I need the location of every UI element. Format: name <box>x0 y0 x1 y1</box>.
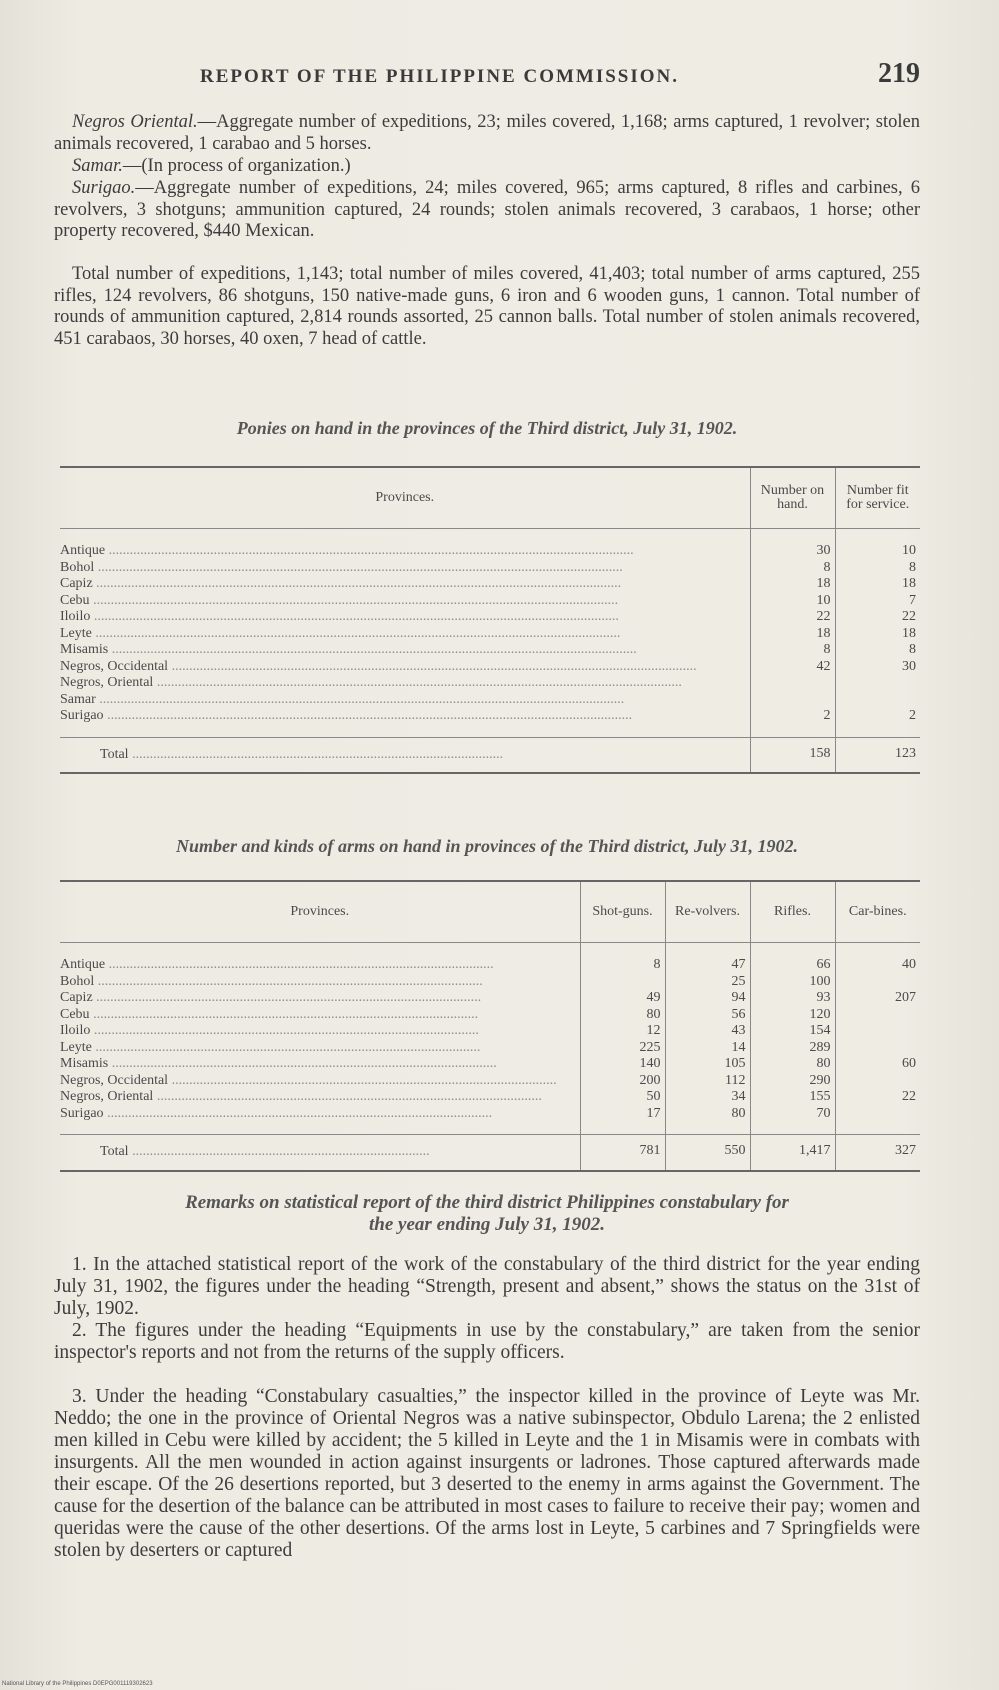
fit-cell <box>835 675 920 692</box>
remarks-paragraph-1: 1. In the attached statistical report of the work of the constabulary of the third district for the year ending July 31, 1902, the figures under the heading “Strength, present and absent,” shows the status on the 31st of July, 1902. <box>54 1254 920 1319</box>
table-row <box>60 1073 920 1090</box>
province-name: Negros, Oriental <box>60 1089 154 1104</box>
province-name: Misamis <box>60 642 109 657</box>
province-name: Surigao <box>60 1105 104 1121</box>
table-row <box>60 675 920 692</box>
rifles-cell: 155 <box>750 1089 835 1106</box>
shotguns-cell: 225 <box>580 1040 665 1057</box>
total-revolvers: 550 <box>665 1135 750 1171</box>
carbines-cell: 22 <box>835 1089 920 1106</box>
paragraph-lead: Samar. <box>72 156 123 176</box>
province-cell <box>60 692 750 709</box>
carbines-cell: 40 <box>835 943 920 974</box>
ponies-table-body <box>60 529 920 738</box>
leader-dots: ...................................................................................................................................................... <box>153 675 682 690</box>
table-row <box>60 576 920 593</box>
running-title: REPORT OF THE PHILIPPINE COMMISSION. <box>200 66 680 87</box>
province-cell <box>60 1056 580 1073</box>
on-hand-cell: 8 <box>750 560 835 577</box>
revolvers-cell: 94 <box>665 990 750 1007</box>
leader-dots: ...................................................................................................................................................... <box>90 609 619 624</box>
province-name: Cebu <box>60 1006 90 1022</box>
page-number: 219 <box>878 58 920 89</box>
fit-cell: 2 <box>835 708 920 737</box>
province-cell <box>60 576 750 593</box>
table-row <box>60 1089 920 1106</box>
table-row <box>60 974 920 991</box>
paragraph-total <box>54 264 920 350</box>
table-header-row <box>60 881 920 943</box>
leader-dots: ...................................................................................................................................................... <box>92 576 622 591</box>
province-cell <box>60 1040 580 1057</box>
province-cell <box>60 609 750 626</box>
on-hand-cell: 30 <box>750 529 835 560</box>
on-hand-cell: 8 <box>750 642 835 659</box>
fit-cell: 22 <box>835 609 920 626</box>
revolvers-cell: 25 <box>665 974 750 991</box>
leader-dots: .............................................................................................................. <box>103 1105 493 1121</box>
leader-dots: .............................................................................................................. <box>105 957 494 972</box>
leader-dots: ...................................................................................................................................................... <box>103 708 633 723</box>
revolvers-cell: 34 <box>665 1089 750 1106</box>
on-hand-cell: 42 <box>750 659 835 676</box>
paragraph-text: —Aggregate number of expeditions, 23; miles covered, 1,168; arms captured, 1 revolver; stolen animals recovered, 1 carabao and 5 horses. <box>54 112 920 154</box>
table-row <box>60 560 920 577</box>
total-label <box>60 1135 580 1171</box>
table-row <box>60 708 920 737</box>
province-name: Negros, Occidental <box>60 1072 169 1088</box>
on-hand-cell: 2 <box>750 708 835 737</box>
arms-table-body <box>60 943 920 1135</box>
rifles-cell: 70 <box>750 1106 835 1135</box>
province-cell <box>60 990 580 1007</box>
province-cell <box>60 1089 580 1106</box>
leader-dots: .............................................................................................................. <box>91 1039 481 1055</box>
carbines-cell <box>835 1106 920 1135</box>
leader-dots: .............................................................................................................. <box>153 1089 542 1104</box>
page-header <box>60 58 920 98</box>
remarks-title-line: the year ending July 31, 1902. <box>369 1214 605 1235</box>
shotguns-cell: 8 <box>580 943 665 974</box>
rifles-cell: 66 <box>750 943 835 974</box>
province-name: Surigao <box>60 708 104 723</box>
total-label-text: Total <box>100 1144 129 1159</box>
carbines-cell <box>835 1007 920 1024</box>
table-row <box>60 1056 920 1073</box>
province-name: Bohol <box>60 559 95 575</box>
paragraph-text: Total number of expeditions, 1,143; total number of miles covered, 41,403; total number of arms captured, 255 rifles, 124 revolvers, 86 shotguns, 150 native-made guns, 6 iron and 6 wooden guns, 1 cannon. Total number of rounds of ammunition captured, 2,814 rounds assorted, 25 cannon balls. Total number of stolen animals recovered, 451 carabaos, 30 horses, 40 oxen, 7 head of cattle. <box>54 264 920 349</box>
leader-dots: ...................................................................................................................................................... <box>108 642 637 657</box>
ponies-table-caption: Ponies on hand in the provinces of the Third district, July 31, 1902. <box>236 418 738 438</box>
revolvers-cell: 56 <box>665 1007 750 1024</box>
leader-dots: .......................................................................................................... <box>128 746 504 762</box>
total-carbines: 327 <box>835 1135 920 1171</box>
carbines-cell <box>835 1040 920 1057</box>
province-name: Leyte <box>60 625 92 641</box>
column-header-revolvers: Re-volvers. <box>665 881 750 943</box>
revolvers-cell: 105 <box>665 1056 750 1073</box>
province-name: Capiz <box>60 576 93 591</box>
revolvers-cell: 43 <box>665 1023 750 1040</box>
rifles-cell: 93 <box>750 990 835 1007</box>
column-header-shotguns: Shot-guns. <box>580 881 665 943</box>
province-cell <box>60 626 750 643</box>
total-label-text: Total <box>100 746 129 762</box>
fit-cell: 7 <box>835 593 920 610</box>
revolvers-cell: 14 <box>665 1040 750 1057</box>
province-cell <box>60 1073 580 1090</box>
fit-cell: 8 <box>835 560 920 577</box>
carbines-cell: 207 <box>835 990 920 1007</box>
shotguns-cell: 200 <box>580 1073 665 1090</box>
total-fit: 123 <box>835 737 920 773</box>
province-cell <box>60 560 750 577</box>
province-cell <box>60 675 750 692</box>
province-name: Capiz <box>60 990 93 1005</box>
leader-dots: ...................................................................................................................................................... <box>89 592 619 608</box>
table-row <box>60 609 920 626</box>
rifles-cell: 289 <box>750 1040 835 1057</box>
leader-dots: .............................................................................................................. <box>92 990 482 1005</box>
fit-cell <box>835 692 920 709</box>
paragraph-negros-oriental <box>54 112 920 155</box>
on-hand-cell <box>750 675 835 692</box>
column-header-provinces: Provinces. <box>375 490 435 505</box>
province-cell <box>60 593 750 610</box>
shotguns-cell: 17 <box>580 1106 665 1135</box>
province-cell <box>60 943 580 974</box>
table-total-row <box>60 737 920 773</box>
on-hand-cell: 10 <box>750 593 835 610</box>
fit-cell: 18 <box>835 576 920 593</box>
leader-dots: .............................................................................................................. <box>90 1023 479 1038</box>
remarks-title <box>54 1192 920 1236</box>
fit-cell: 10 <box>835 529 920 560</box>
column-header-fit: Number fit for service. <box>835 467 920 529</box>
province-cell <box>60 659 750 676</box>
leader-dots: ...................................................................................................................................................... <box>94 559 623 575</box>
table-row <box>60 659 920 676</box>
rifles-cell: 100 <box>750 974 835 991</box>
revolvers-cell: 112 <box>665 1073 750 1090</box>
leader-dots: ..................................................................................... <box>128 1144 430 1159</box>
province-cell <box>60 529 750 560</box>
province-name: Misamis <box>60 1056 109 1071</box>
shotguns-cell: 49 <box>580 990 665 1007</box>
province-name: Negros, Occidental <box>60 658 169 674</box>
on-hand-cell: 22 <box>750 609 835 626</box>
leader-dots: ...................................................................................................................................................... <box>91 625 621 641</box>
province-cell <box>60 1023 580 1040</box>
province-name: Antique <box>60 543 106 558</box>
province-cell <box>60 1106 580 1135</box>
paragraph-lead: Surigao. <box>72 178 136 198</box>
carbines-cell <box>835 974 920 991</box>
province-name: Cebu <box>60 592 90 608</box>
column-header-rifles: Rifles. <box>750 881 835 943</box>
leader-dots: .............................................................................................................. <box>89 1006 479 1022</box>
paragraph-lead: Negros Oriental. <box>72 112 198 132</box>
province-name: Leyte <box>60 1039 92 1055</box>
table-row <box>60 593 920 610</box>
table-row <box>60 990 920 1007</box>
shotguns-cell: 140 <box>580 1056 665 1073</box>
column-header-provinces: Provinces. <box>290 904 350 919</box>
table-row <box>60 1106 920 1135</box>
table-row <box>60 642 920 659</box>
remarks-paragraph-2: 2. The figures under the heading “Equipments in use by the constabulary,” are taken from the senior inspector's reports and not from the returns of the supply officers. <box>54 1320 920 1363</box>
table-row <box>60 692 920 709</box>
paragraph-text: —(In process of organization.) <box>122 156 351 176</box>
carbines-cell: 60 <box>835 1056 920 1073</box>
on-hand-cell <box>750 692 835 709</box>
province-name: Iloilo <box>60 609 91 624</box>
paragraph-text: —Aggregate number of expeditions, 24; miles covered, 965; arms captured, 8 rifles and carbines, 6 revolvers, 3 shotguns; ammunition captured, 24 rounds; stolen animals recovered, 3 carabaos, 1 horse; other property recovered, $440 Mexican. <box>54 178 920 241</box>
province-cell <box>60 1007 580 1024</box>
leader-dots: ...................................................................................................................................................... <box>105 543 634 558</box>
arms-table-caption: Number and kinds of arms on hand in provinces of the Third district, July 31, 1902. <box>175 836 799 856</box>
shotguns-cell: 50 <box>580 1089 665 1106</box>
table-row <box>60 529 920 560</box>
arms-table <box>60 880 920 1172</box>
rifles-cell: 80 <box>750 1056 835 1073</box>
leader-dots: .............................................................................................................. <box>108 1056 497 1071</box>
scan-footer: National Library of the Philippines D0EPG001119302623 <box>2 1681 153 1687</box>
remarks-paragraph-3: 3. Under the heading “Constabulary casualties,” the inspector killed in the province of Leyte was Mr. Neddo; the one in the province of Oriental Negros was a native subinspector, Obdulo Larena; the 2 enlisted men killed in Cebu were killed by accident; the 5 killed in Leyte and the 1 in Misamis were in combats with insurgents. All the men wounded in action against insurgents or ladrones. Those captured afterwards made their escape. Of the 26 desertions reported, but 3 deserted to the enemy in arms against the Government. The cause for the desertion of the balance can be attributed in most cases to failure to receive their pay; women and queridas were the cause of the other desertions. Of the arms lost in Leyte, 5 carbines and 7 Springfields were stolen by deserters or captured <box>54 1386 920 1561</box>
table-row <box>60 943 920 974</box>
table-total-row <box>60 1135 920 1171</box>
province-name: Antique <box>60 957 106 972</box>
rifles-cell: 290 <box>750 1073 835 1090</box>
shotguns-cell: 12 <box>580 1023 665 1040</box>
fit-cell: 18 <box>835 626 920 643</box>
ponies-table <box>60 466 920 774</box>
leader-dots: .............................................................................................................. <box>94 973 483 989</box>
carbines-cell <box>835 1073 920 1090</box>
total-on-hand: 158 <box>750 737 835 773</box>
fit-cell: 8 <box>835 642 920 659</box>
revolvers-cell: 80 <box>665 1106 750 1135</box>
province-name: Samar <box>60 691 96 707</box>
paragraph-surigao <box>54 178 920 243</box>
leader-dots: ...................................................................................................................................................... <box>95 691 625 707</box>
shotguns-cell <box>580 974 665 991</box>
province-cell <box>60 642 750 659</box>
table-header-row <box>60 467 920 529</box>
column-header-carbines: Car-bines. <box>835 881 920 943</box>
total-rifles: 1,417 <box>750 1135 835 1171</box>
table-row <box>60 1007 920 1024</box>
shotguns-cell: 80 <box>580 1007 665 1024</box>
province-name: Bohol <box>60 973 95 989</box>
rifles-cell: 120 <box>750 1007 835 1024</box>
fit-cell: 30 <box>835 659 920 676</box>
province-name: Iloilo <box>60 1023 91 1038</box>
revolvers-cell: 47 <box>665 943 750 974</box>
total-label <box>60 737 750 773</box>
table-row <box>60 1040 920 1057</box>
table-row <box>60 626 920 643</box>
leader-dots: ...................................................................................................................................................... <box>168 658 697 674</box>
rifles-cell: 154 <box>750 1023 835 1040</box>
paragraph-samar <box>54 156 920 178</box>
on-hand-cell: 18 <box>750 626 835 643</box>
on-hand-cell: 18 <box>750 576 835 593</box>
column-header-on-hand: Number on hand. <box>750 467 835 529</box>
province-name: Negros, Oriental <box>60 675 154 690</box>
table-row <box>60 1023 920 1040</box>
carbines-cell <box>835 1023 920 1040</box>
total-shotguns: 781 <box>580 1135 665 1171</box>
leader-dots: .............................................................................................................. <box>168 1072 557 1088</box>
province-cell <box>60 974 580 991</box>
remarks-title-line: Remarks on statistical report of the third district Philippines constabulary for <box>185 1192 789 1213</box>
province-cell <box>60 708 750 737</box>
